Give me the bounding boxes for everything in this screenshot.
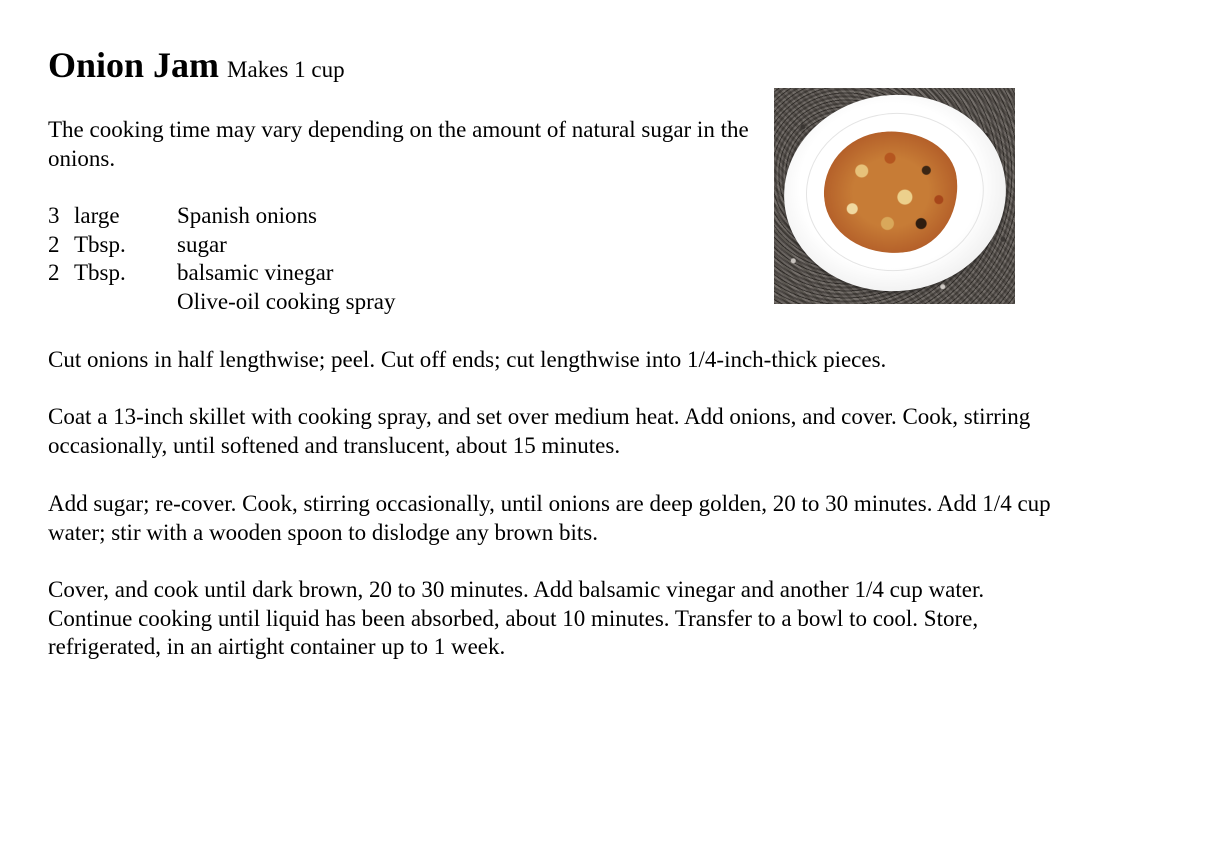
recipe-title: Onion Jam (48, 45, 220, 85)
ingredient-unit (74, 288, 177, 317)
ingredient-name: balsamic vinegar (177, 260, 334, 285)
ingredient-quantity: 2 (48, 231, 60, 257)
ingredient-unit: Tbsp. (74, 260, 126, 285)
title-line (48, 44, 345, 86)
recipe-yield: Makes 1 cup (227, 57, 345, 82)
ingredient-quantity: 2 (48, 260, 60, 285)
ingredient-name: sugar (177, 231, 227, 257)
ingredient-quantity: 3 (48, 203, 60, 228)
ingredient-row (48, 259, 395, 288)
instruction-step-4: Cover, and cook until dark brown, 20 to 30 minutes. Add balsamic vinegar and another 1/4 cup water. Continue cooking until liquid has been absorbed, about 10 minutes. Transfer to a bowl to cool. Store, refrigerated, in an airtight container up to 1 week. (48, 577, 985, 659)
plate-image (774, 88, 1015, 302)
ingredient-quantity (48, 288, 74, 317)
ingredient-row (48, 288, 395, 317)
instruction-step-3: Add sugar; re-cover. Cook, stirring occasionally, until onions are deep golden, 20 to 30 minutes. Add 1/4 cup water; stir with a wooden spoon to dislodge any brown bits. (48, 491, 1051, 545)
ingredient-name: Spanish onions (177, 203, 317, 228)
instruction-step-2: Coat a 13-inch skillet with cooking spray, and set over medium heat. Add onions, and cover. Cook, stirring occasionally, until softened and translucent, about 15 minutes. (48, 404, 1031, 458)
onion-jam-photo (774, 88, 1015, 304)
ingredient-row (48, 202, 395, 231)
ingredient-list (48, 202, 395, 316)
ingredient-row (48, 231, 395, 260)
ingredient-unit: Tbsp. (74, 231, 126, 257)
recipe-intro: The cooking time may vary depending on the amount of natural sugar in the onions. (48, 117, 749, 171)
ingredient-unit: large (74, 203, 120, 228)
ingredient-name: Olive-oil cooking spray (177, 288, 396, 314)
instruction-step-1: Cut onions in half lengthwise; peel. Cut off ends; cut lengthwise into 1/4-inch-thick pieces. (48, 347, 887, 372)
